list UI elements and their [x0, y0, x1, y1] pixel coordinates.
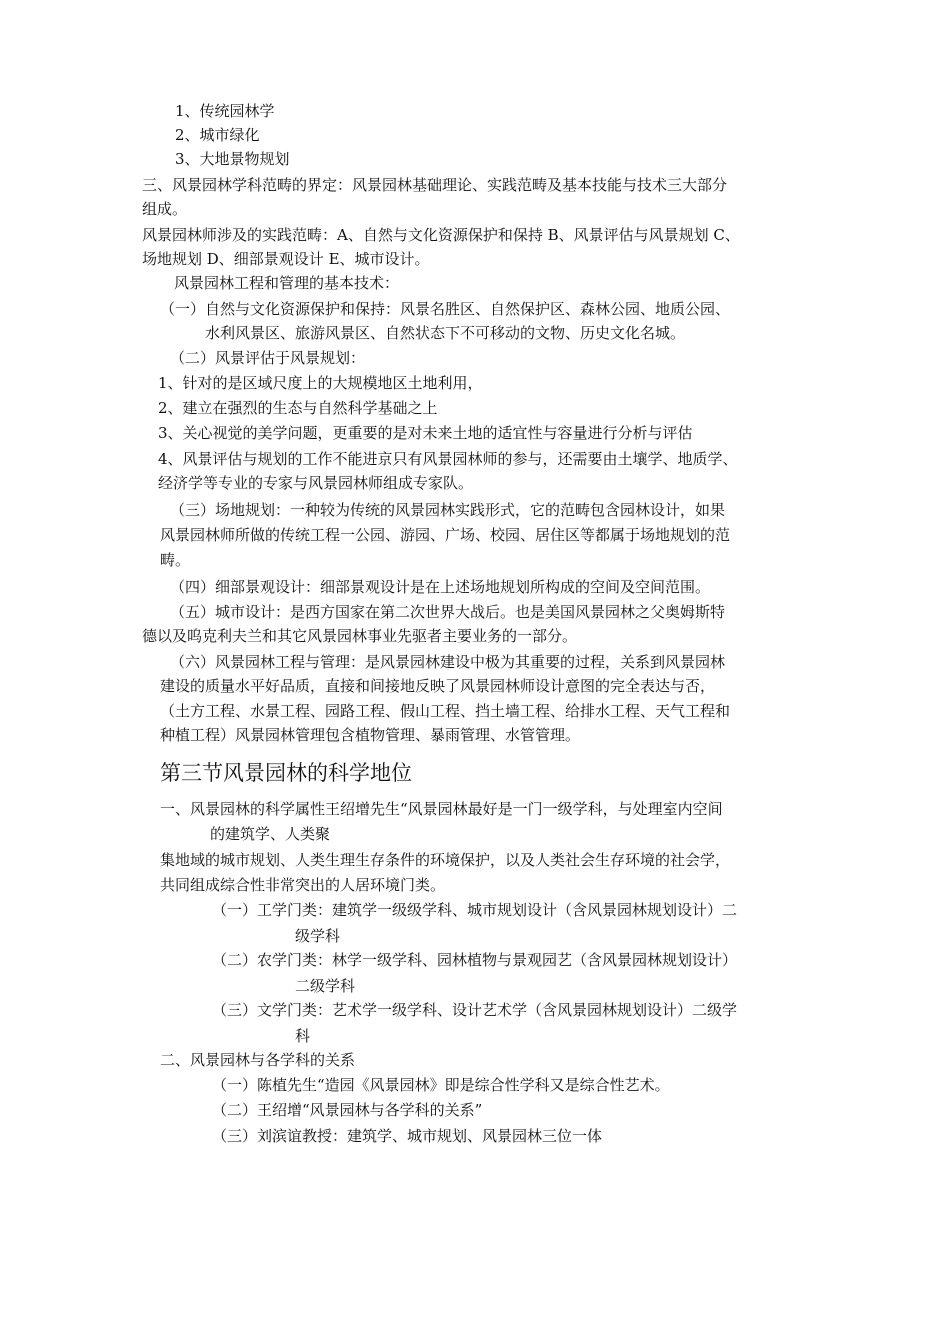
- text-line: （六）风景园林工程与管理：是风景园林建设中极为其重要的过程，关系到风景园林: [170, 653, 726, 671]
- text-line: 风景园林师所做的传统工程一公园、游园、广场、校园、居住区等都属于场地规划的范: [160, 526, 731, 544]
- text-line: 1、针对的是区域尺度上的大规模地区土地利用，: [158, 374, 483, 392]
- text-line: （二）风景评估于风景规划：: [170, 349, 366, 367]
- text-line: （土方工程、水景工程、园路工程、假山工程、挡土墙工程、给排水工程、天气工程和: [160, 702, 731, 720]
- text-line: （五）城市设计：是西方国家在第二次世界大战后。也是美国风景园林之父奥姆斯特: [170, 603, 726, 621]
- text-line: （一）工学门类：建筑学一级级学科、城市规划设计（含风景园林规划设计）二: [212, 901, 738, 919]
- text-line: 德以及呜克利夫兰和其它风景园林事业先驱者主要业务的一部分。: [142, 627, 578, 645]
- text-line: 二级学科: [295, 977, 356, 995]
- text-line: （一）陈植先生“造园《风景园林》即是综合性学科又是综合性艺术。: [212, 1076, 670, 1094]
- text-line: （三）场地规划：一种较为传统的风景园林实践形式，它的范畴包含园林设计，如果: [170, 501, 726, 519]
- text-line: （二）王绍增“风景园林与各学科的关系”: [212, 1101, 483, 1119]
- text-line: 风景园林师涉及的实践范畴：A、自然与文化资源保护和保持 B、风景评估与风景规划 C、: [142, 226, 740, 244]
- text-line: 科: [295, 1027, 311, 1045]
- text-line: 共同组成综合性非常突出的人居环境门类。: [160, 876, 446, 894]
- text-line: 三、风景园林学科范畴的界定：风景园林基础理论、实践范畴及基本技能与技术三大部分: [142, 176, 728, 194]
- text-line: 1、传统园林学: [175, 102, 275, 120]
- text-line: 3、关心视觉的美学问题，更重要的是对未来土地的适宜性与容量进行分析与评估: [158, 424, 693, 442]
- text-line: 3、大地景物规划: [175, 150, 290, 168]
- text-line: 集地域的城市规划、人类生理生存条件的环境保护，以及人类社会生存环境的社会学，: [160, 851, 731, 869]
- text-line: （一）自然与文化资源保护和保持：风景名胜区、自然保护区、森林公园、地质公园、: [160, 300, 731, 318]
- text-line: （四）细部景观设计：细部景观设计是在上述场地规划所构成的空间及空间范围。: [170, 578, 711, 596]
- text-line: 级学科: [295, 927, 341, 945]
- text-line: 二、风景园林与各学科的关系: [160, 1051, 356, 1069]
- text-line: （三）文学门类：艺术学一级学科、设计艺术学（含风景园林规划设计）二级学: [212, 1001, 738, 1019]
- text-line: 畴。: [160, 551, 191, 569]
- text-line: 建设的质量水平好品质，直接和间接地反映了风景园林师设计意图的完全表达与否，: [160, 677, 716, 695]
- text-line: （二）农学门类：林学一级学科、园林植物与景观园艺（含风景园林规划设计）: [212, 951, 738, 969]
- text-line: 4、风景评估与规划的工作不能进京只有风景园林师的参与，还需要由土壤学、地质学、: [158, 450, 738, 468]
- section-heading: 第三节风景园林的科学地位: [160, 761, 412, 785]
- text-line: 种植工程）风景园林管理包含植物管理、暴雨管理、水管管理。: [160, 726, 581, 744]
- text-line: 场地规划 D、细部景观设计 E、城市设计。: [142, 250, 430, 268]
- text-line: 一、风景园林的科学属性王绍增先生“风景园林最好是一门一级学科，与处理室内空间: [160, 800, 723, 818]
- text-line: 组成。: [142, 200, 188, 218]
- text-line: 的建筑学、人类聚: [210, 825, 331, 843]
- text-line: 风景园林工程和管理的基本技术：: [174, 274, 400, 292]
- text-line: 2、城市绿化: [175, 126, 260, 144]
- text-line: 水利风景区、旅游风景区、自然状态下不可移动的文物、历史文化名城。: [205, 324, 686, 342]
- text-line: 2、建立在强烈的生态与自然科学基础之上: [158, 399, 438, 417]
- text-line: 经济学等专业的专家与风景园林师组成专家队。: [158, 474, 474, 492]
- text-line: （三）刘滨谊教授：建筑学、城市规划、风景园林三位一体: [212, 1127, 603, 1145]
